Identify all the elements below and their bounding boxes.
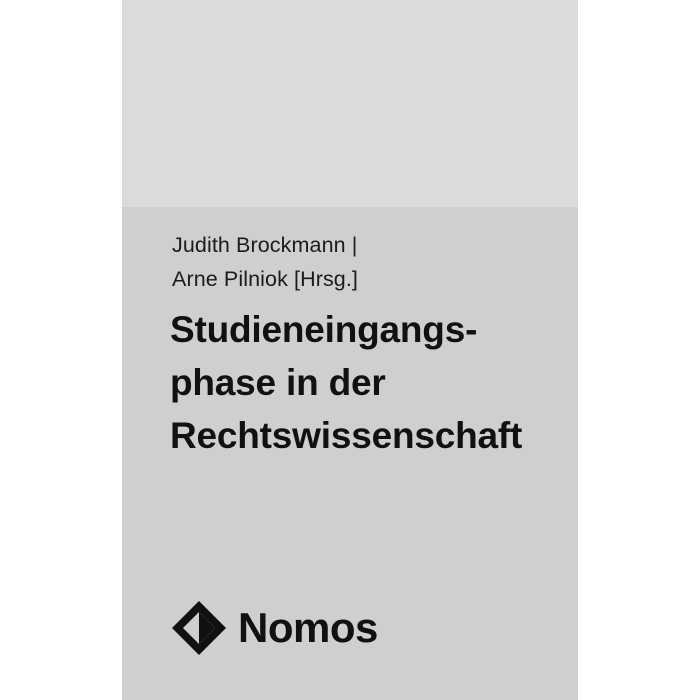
nomos-diamond-logo-icon <box>172 601 226 655</box>
title-line-2: phase in der <box>170 362 386 403</box>
title-line-3: Rechtswissenschaft <box>170 415 523 456</box>
editor-line-1: Judith Brockmann | <box>172 233 358 257</box>
editors-block <box>172 228 552 296</box>
title-line-1: Studieneingangs- <box>170 309 478 350</box>
publisher-name: Nomos <box>238 604 378 651</box>
editor-line-2: Arne Pilniok [Hrsg.] <box>172 267 359 291</box>
book-title <box>170 303 570 462</box>
cover-content <box>122 0 578 700</box>
book-cover <box>122 0 578 700</box>
publisher-block <box>172 601 378 655</box>
